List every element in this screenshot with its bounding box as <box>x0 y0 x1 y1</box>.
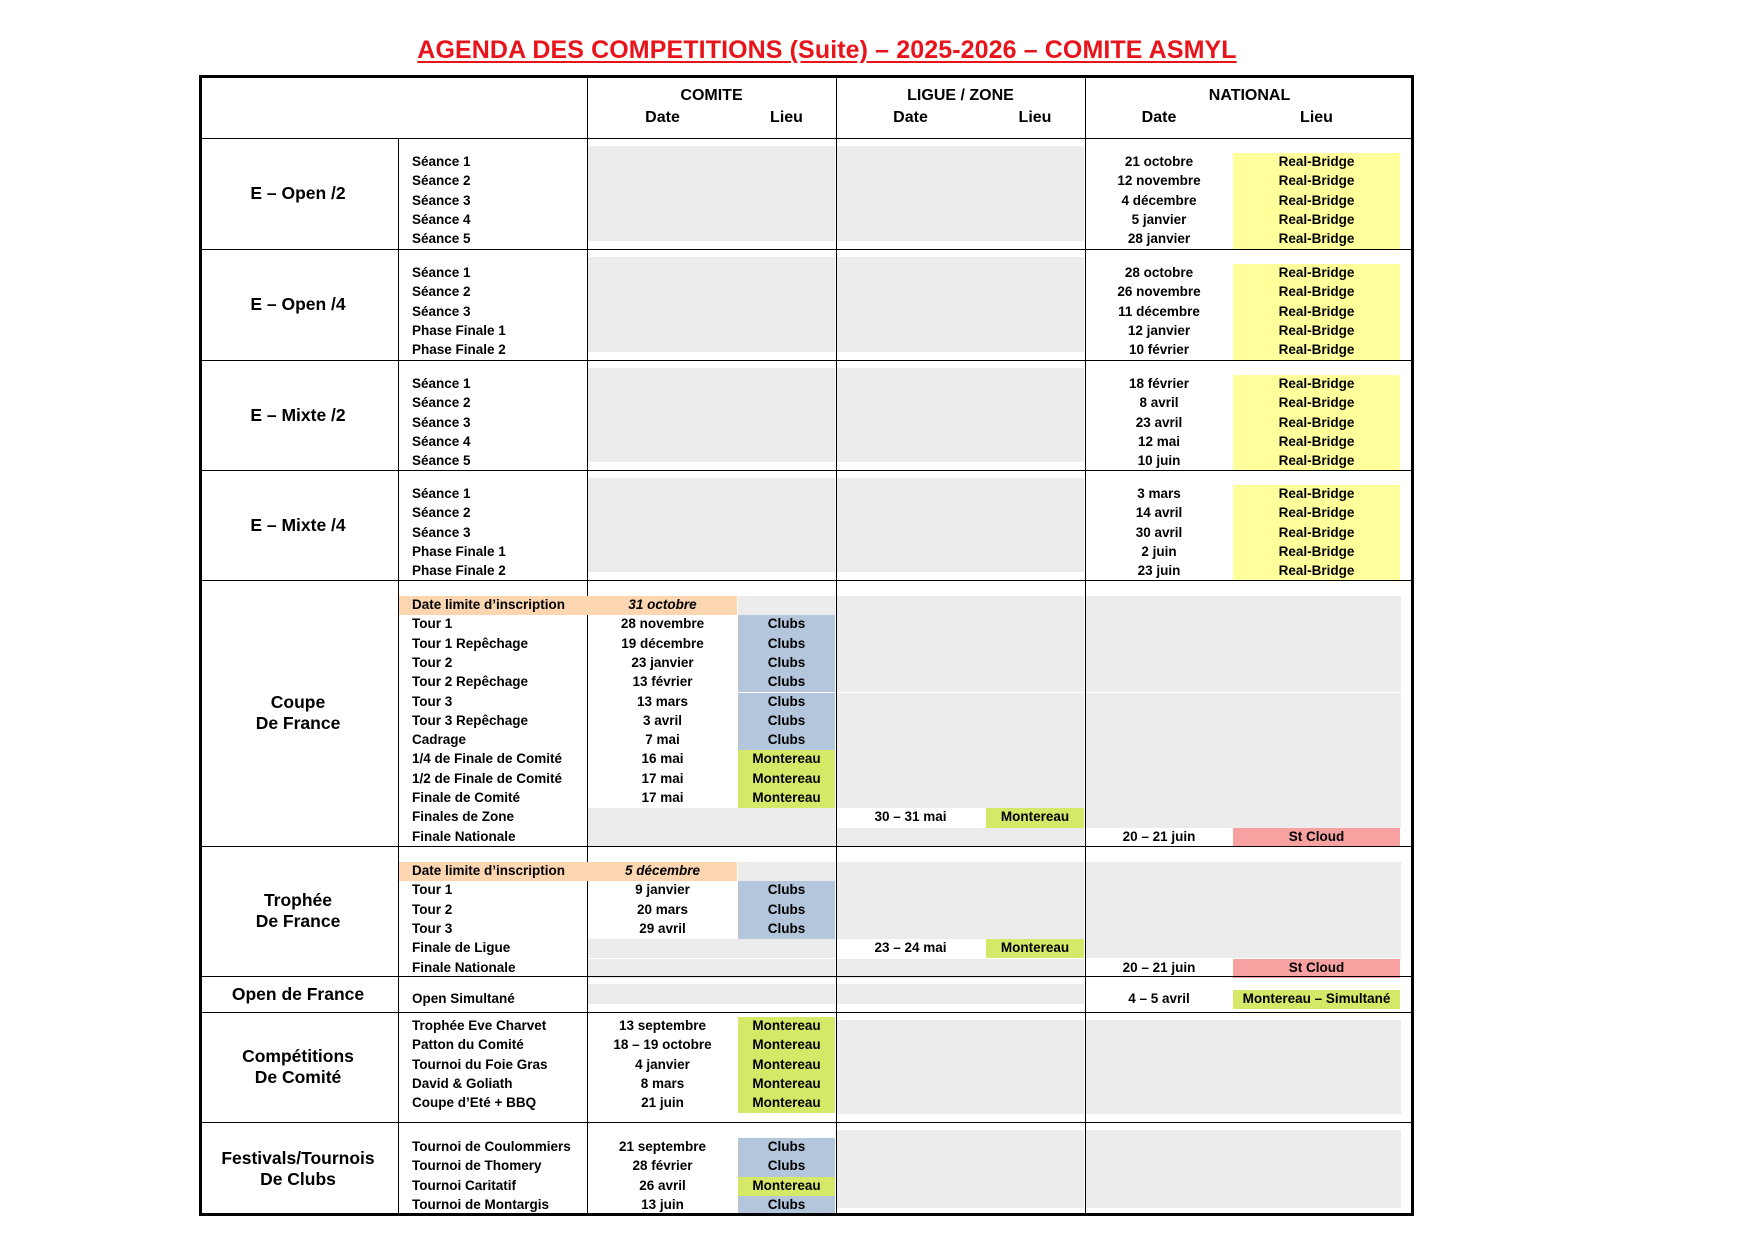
row-label: Tour 1 <box>412 616 453 632</box>
national-lieu: Real-Bridge <box>1278 231 1355 247</box>
ligue-date: 23 – 24 mai <box>874 940 947 956</box>
comite-lieu: Montereau <box>752 1095 821 1111</box>
header-date: Date <box>893 109 928 126</box>
comite-lieu: Montereau <box>752 1056 821 1072</box>
national-lieu: Real-Bridge <box>1278 265 1355 280</box>
comite-lieu: Montereau <box>752 1075 821 1091</box>
comite-lieu: Clubs <box>767 1158 806 1174</box>
row-label: Séance 2 <box>412 284 471 300</box>
national-date: 2 juin <box>1141 543 1177 559</box>
national-lieu: Real-Bridge <box>1278 505 1355 521</box>
national-lieu: Real-Bridge <box>1278 322 1355 338</box>
comite-date: 3 avril <box>642 712 683 728</box>
header-national: NATIONAL <box>1208 87 1291 104</box>
comite-date: 23 janvier <box>631 654 694 670</box>
row-label: Phase Finale 1 <box>412 543 506 559</box>
national-date: 21 octobre <box>1124 154 1194 169</box>
national-lieu: Montereau – Simultané <box>1242 991 1391 1006</box>
comite-date: 16 mai <box>641 751 684 767</box>
comite-lieu: Montereau <box>752 751 821 767</box>
section-title: Compétitions De Comité <box>242 1046 354 1087</box>
comite-date: 13 mars <box>636 693 689 709</box>
row-label: Tour 3 <box>412 920 453 936</box>
comite-date: 9 janvier <box>635 882 690 898</box>
row-label: Finale de Ligue <box>412 940 511 956</box>
row-label: Cadrage <box>412 732 467 748</box>
national-date: 3 mars <box>1137 486 1181 501</box>
page-title: AGENDA DES COMPETITIONS (Suite) – 2025-2026 – COMITE ASMYL <box>417 36 1237 64</box>
comite-date: 31 octobre <box>628 597 697 612</box>
header-lieu: Lieu <box>1300 109 1333 126</box>
row-label: Tournoi Caritatif <box>412 1177 516 1193</box>
national-date: 20 – 21 juin <box>1122 828 1196 844</box>
comite-date: 26 avril <box>639 1177 686 1193</box>
comite-date: 17 mai <box>641 790 684 805</box>
national-lieu: Real-Bridge <box>1278 524 1355 540</box>
row-label: Séance 3 <box>412 303 471 319</box>
row-label: Phase Finale 1 <box>412 322 506 338</box>
row-label: Séance 1 <box>412 376 471 391</box>
section-title: Open de France <box>231 983 365 1004</box>
comite-date: 28 novembre <box>620 616 705 632</box>
comite-lieu: Clubs <box>767 1196 806 1212</box>
comite-lieu: Montereau <box>752 770 821 786</box>
ligue-lieu: Montereau <box>1000 809 1070 825</box>
row-label: Open Simultané <box>412 991 515 1006</box>
national-date: 12 janvier <box>1127 322 1191 338</box>
row-label: Séance 1 <box>412 486 471 501</box>
national-lieu: Real-Bridge <box>1278 543 1355 559</box>
header-date: Date <box>1141 109 1177 126</box>
ligue-date: 30 – 31 mai <box>874 809 947 825</box>
comite-lieu: Montereau <box>752 1037 821 1053</box>
row-label: Séance 2 <box>412 173 471 189</box>
national-lieu: Real-Bridge <box>1278 211 1355 227</box>
national-lieu: Real-Bridge <box>1278 414 1355 430</box>
national-lieu: Real-Bridge <box>1278 563 1355 579</box>
national-date: 28 janvier <box>1127 231 1191 247</box>
national-date: 30 avril <box>1135 524 1183 540</box>
section-title: E – Open /4 <box>250 294 346 314</box>
row-label: Finale de Comité <box>412 790 521 805</box>
national-date: 28 octobre <box>1124 265 1194 280</box>
national-date: 10 février <box>1128 342 1190 358</box>
row-label: Tournoi de Montargis <box>412 1196 549 1212</box>
national-lieu: Real-Bridge <box>1278 376 1355 391</box>
national-date: 23 avril <box>1135 414 1183 430</box>
row-label: Tour 2 Repêchage <box>412 674 529 690</box>
row-label: Tour 1 Repêchage <box>412 635 529 651</box>
comite-lieu: Clubs <box>767 674 806 690</box>
comite-date: 21 juin <box>641 1095 684 1111</box>
row-label: Tour 1 <box>412 882 453 898</box>
row-label: Tournoi de Thomery <box>412 1158 542 1174</box>
row-label: Séance 5 <box>412 453 471 469</box>
national-lieu: Real-Bridge <box>1278 433 1355 449</box>
comite-lieu: Clubs <box>767 732 806 748</box>
section-title: E – Open /2 <box>250 183 346 203</box>
comite-lieu: Clubs <box>767 635 806 651</box>
national-lieu: Real-Bridge <box>1278 303 1355 319</box>
row-label: Séance 2 <box>412 395 471 411</box>
row-label: Coupe d’Eté + BBQ <box>412 1095 537 1111</box>
row-label: Séance 4 <box>412 433 471 449</box>
national-date: 23 juin <box>1137 563 1181 579</box>
row-label: Séance 4 <box>412 211 471 227</box>
comite-lieu: Clubs <box>767 712 806 728</box>
comite-lieu: Clubs <box>767 654 806 670</box>
national-lieu: Real-Bridge <box>1278 173 1355 189</box>
national-date: 8 avril <box>1139 395 1179 411</box>
national-lieu: St Cloud <box>1288 959 1345 975</box>
national-date: 26 novembre <box>1117 284 1201 300</box>
comite-date: 5 décembre <box>624 863 701 878</box>
row-label: Séance 1 <box>412 265 471 280</box>
comite-date: 4 janvier <box>635 1056 690 1072</box>
national-lieu: Real-Bridge <box>1278 342 1355 358</box>
row-label: Date limite d’inscription <box>412 597 566 612</box>
row-label: Finale Nationale <box>412 828 516 844</box>
header-lieu: Lieu <box>770 109 803 126</box>
comite-lieu: Clubs <box>767 693 806 709</box>
national-date: 18 février <box>1128 376 1190 391</box>
comite-lieu: Clubs <box>767 1139 806 1154</box>
row-label: Séance 2 <box>412 505 471 521</box>
national-date: 4 – 5 avril <box>1128 991 1190 1006</box>
national-date: 11 décembre <box>1118 303 1200 319</box>
row-label: Séance 3 <box>412 192 471 208</box>
comite-lieu: Clubs <box>767 901 806 917</box>
national-lieu: Real-Bridge <box>1278 284 1355 300</box>
comite-lieu: Clubs <box>767 616 806 632</box>
row-label: Tournoi du Foie Gras <box>412 1056 548 1072</box>
row-label: Patton du Comité <box>412 1037 524 1053</box>
comite-lieu: Montereau <box>752 1177 821 1193</box>
row-label: Tour 2 <box>412 901 453 917</box>
row-label: Tour 3 Repêchage <box>412 712 529 728</box>
section-title: Festivals/Tournois De Clubs <box>221 1148 375 1189</box>
comite-lieu: Montereau <box>752 790 821 805</box>
row-label: Phase Finale 2 <box>412 342 506 358</box>
national-lieu: St Cloud <box>1288 828 1345 844</box>
header-date: Date <box>645 109 680 126</box>
header-lieu: Lieu <box>1018 109 1052 126</box>
row-label: Trophée Eve Charvet <box>412 1018 547 1033</box>
comite-date: 13 février <box>632 674 693 690</box>
row-label: Finales de Zone <box>412 809 515 825</box>
row-label: Date limite d’inscription <box>412 863 566 878</box>
national-lieu: Real-Bridge <box>1278 486 1355 501</box>
row-label: Séance 5 <box>412 231 471 247</box>
row-label: Tournoi de Coulommiers <box>412 1139 571 1154</box>
comite-lieu: Montereau <box>752 1018 821 1033</box>
comite-date: 19 décembre <box>621 635 704 651</box>
row-label: 1/4 de Finale de Comité <box>412 751 563 767</box>
comite-date: 13 septembre <box>618 1018 707 1033</box>
national-date: 5 janvier <box>1131 211 1187 227</box>
national-date: 4 décembre <box>1121 192 1197 208</box>
national-date: 12 novembre <box>1117 173 1201 189</box>
comite-date: 13 juin <box>641 1196 684 1212</box>
row-label: Finale Nationale <box>412 959 516 975</box>
row-label: Séance 3 <box>412 414 471 430</box>
row-label: Séance 3 <box>412 524 471 540</box>
comite-date: 29 avril <box>639 920 686 936</box>
ligue-lieu: Montereau <box>1000 940 1070 956</box>
row-label: Séance 1 <box>412 154 471 169</box>
national-lieu: Real-Bridge <box>1278 154 1355 169</box>
row-label: Tour 3 <box>412 693 453 709</box>
table-border <box>199 75 1414 1216</box>
comite-date: 21 septembre <box>618 1139 707 1154</box>
comite-lieu: Clubs <box>767 882 806 898</box>
section-title: Trophée De France <box>255 890 341 931</box>
header-ligue: LIGUE / ZONE <box>907 87 1014 104</box>
row-label: Phase Finale 2 <box>412 563 506 579</box>
national-date: 10 juin <box>1137 453 1181 469</box>
comite-date: 7 mai <box>645 732 680 748</box>
agenda-table <box>199 75 1414 1216</box>
section-title: E – Mixte /2 <box>250 404 346 425</box>
national-lieu: Real-Bridge <box>1278 453 1355 469</box>
national-date: 20 – 21 juin <box>1122 959 1196 975</box>
row-label: David & Goliath <box>412 1075 513 1091</box>
national-lieu: Real-Bridge <box>1278 192 1355 208</box>
row-label: 1/2 de Finale de Comité <box>412 770 563 786</box>
row-label: Tour 2 <box>412 654 453 670</box>
comite-date: 8 mars <box>640 1075 685 1091</box>
comite-date: 28 février <box>632 1158 693 1174</box>
national-date: 12 mai <box>1137 433 1181 449</box>
comite-date: 20 mars <box>636 901 689 917</box>
header-comite: COMITE <box>680 87 743 104</box>
section-title: E – Mixte /4 <box>250 514 346 535</box>
national-date: 14 avril <box>1135 505 1183 521</box>
comite-date: 17 mai <box>641 770 684 786</box>
comite-date: 18 – 19 octobre <box>613 1037 712 1053</box>
section-title: Coupe De France <box>255 692 341 733</box>
national-lieu: Real-Bridge <box>1278 395 1355 411</box>
comite-lieu: Clubs <box>767 920 806 936</box>
